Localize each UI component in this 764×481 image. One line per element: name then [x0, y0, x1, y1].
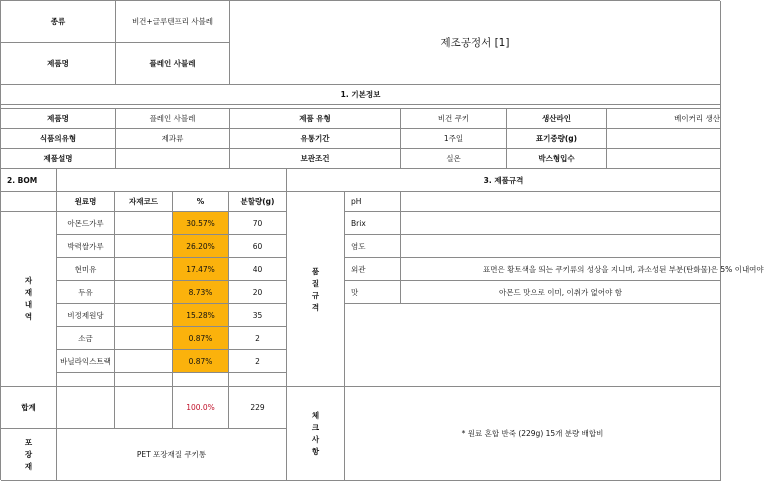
- info-food-type-value: 제과류: [116, 129, 230, 149]
- spec-brix-value: [401, 212, 721, 235]
- product-value: 플레인 사블레: [116, 43, 230, 85]
- type-label: 종류: [1, 1, 116, 43]
- check-value: * 원료 혼합 반죽 (229g) 15개 분량 배합비: [345, 387, 721, 481]
- bom-row-code: [115, 212, 173, 235]
- side-char: 질: [311, 278, 320, 288]
- side-char: 자: [24, 276, 33, 285]
- side-char: 역: [24, 312, 33, 321]
- bom-row-qty: 60: [229, 235, 287, 258]
- bom-title: 2. BOM: [1, 169, 57, 192]
- info-line-value: 베이커리 생산: [607, 109, 721, 129]
- bom-row-code: [115, 350, 173, 373]
- total-blank: [115, 387, 173, 429]
- side-char: 내: [24, 300, 33, 309]
- spec-taste-value: 아몬드 맛으로 이미, 이취가 없어야 함: [401, 281, 721, 304]
- spec-ph-value: [401, 192, 721, 212]
- bom-row-qty: 2: [229, 350, 287, 373]
- info-weight-label: 표기중량(g): [507, 129, 607, 149]
- quality-side-label: [287, 192, 345, 387]
- bom-title-blank: [57, 169, 287, 192]
- bom-row-code: [115, 304, 173, 327]
- side-char: 항: [311, 446, 320, 456]
- bom-empty-cell: [57, 373, 115, 387]
- bom-row-name: 두유: [57, 281, 115, 304]
- side-char: 사: [311, 434, 320, 444]
- bom-row-pct: 0.87%: [173, 350, 229, 373]
- bom-row-qty: 2: [229, 327, 287, 350]
- total-label: 합계: [1, 387, 57, 429]
- col-name-header: 원료명: [57, 192, 115, 212]
- side-char: 재: [24, 461, 33, 471]
- info-product-value: 플레인 사블레: [116, 109, 230, 129]
- bom-row-name: 소금: [57, 327, 115, 350]
- info-food-type-label: 식품의유형: [1, 129, 116, 149]
- spec-taste-label: 맛: [345, 281, 401, 304]
- info-storage-value: 실온: [401, 149, 507, 169]
- bom-row-pct: 17.47%: [173, 258, 229, 281]
- spec-salinity-value: [401, 235, 721, 258]
- bom-empty-cell: [229, 373, 287, 387]
- bom-row-pct: 26.20%: [173, 235, 229, 258]
- info-line-label: 생산라인: [507, 109, 607, 129]
- side-char: 포: [24, 437, 33, 447]
- info-product-label: 제품명: [1, 109, 116, 129]
- bom-row-name: 비정제원당: [57, 304, 115, 327]
- col-qty-header: 분할량(g): [229, 192, 287, 212]
- side-char: 격: [311, 302, 320, 312]
- total-pct: 100.0%: [173, 387, 229, 429]
- spec-brix-label: Brix: [345, 212, 401, 235]
- col-code-header: 자재코드: [115, 192, 173, 212]
- bom-row-qty: 40: [229, 258, 287, 281]
- bom-row-pct: 30.57%: [173, 212, 229, 235]
- spec-appearance-label: 외관: [345, 258, 401, 281]
- info-shelf-life-label: 유통기간: [230, 129, 401, 149]
- bom-row-code: [115, 327, 173, 350]
- side-char: 재: [24, 288, 33, 297]
- bom-empty-cell: [115, 373, 173, 387]
- info-type-label: 제품 유형: [230, 109, 401, 129]
- bom-row-name: 박력쌀가루: [57, 235, 115, 258]
- spec-title: 3. 제품규격: [287, 169, 721, 192]
- bom-header-blank: [1, 192, 57, 212]
- bom-empty-cell: [173, 373, 229, 387]
- bom-row-pct: 15.28%: [173, 304, 229, 327]
- total-blank: [57, 387, 115, 429]
- bom-row-name: 현미유: [57, 258, 115, 281]
- bom-row-pct: 0.87%: [173, 327, 229, 350]
- packaging-side-label: [1, 429, 57, 481]
- spec-ph-label: pH: [345, 192, 401, 212]
- packaging-value: PET 포장재질 쿠키통: [57, 429, 287, 481]
- doc-title: 제조공정서 [1]: [230, 1, 721, 85]
- bom-row-pct: 8.73%: [173, 281, 229, 304]
- side-char: 품: [311, 266, 320, 276]
- type-value: 비건+글루텐프리 사블레: [116, 1, 230, 43]
- info-shelf-life-value: 1주일: [401, 129, 507, 149]
- info-box-value: [607, 149, 721, 169]
- info-type-value: 비건 쿠키: [401, 109, 507, 129]
- info-desc-value: [116, 149, 230, 169]
- side-char: 규: [311, 290, 320, 300]
- total-qty: 229: [229, 387, 287, 429]
- basic-info-title: 1. 기본정보: [1, 85, 721, 105]
- bom-row-qty: 35: [229, 304, 287, 327]
- product-label: 제품명: [1, 43, 116, 85]
- spec-salinity-label: 염도: [345, 235, 401, 258]
- check-side-label: [287, 387, 345, 481]
- bom-row-code: [115, 281, 173, 304]
- info-weight-value: [607, 129, 721, 149]
- spec-empty-area: [345, 304, 721, 387]
- side-char: 크: [311, 422, 320, 432]
- info-desc-label: 제품설명: [1, 149, 116, 169]
- bom-row-qty: 20: [229, 281, 287, 304]
- side-char: 장: [24, 449, 33, 459]
- info-storage-label: 보관조건: [230, 149, 401, 169]
- side-char: 체: [311, 410, 320, 420]
- col-pct-header: %: [173, 192, 229, 212]
- info-box-label: 박스형입수: [507, 149, 607, 169]
- spec-appearance-value: 표면은 황토색을 띄는 쿠키류의 성상을 지니며, 과소성된 부분(탄화물)은 5% 이내여야: [401, 258, 721, 281]
- materials-side-label: [1, 212, 57, 387]
- bom-row-name: 바닐라익스트랙: [57, 350, 115, 373]
- bom-row-qty: 70: [229, 212, 287, 235]
- bom-row-code: [115, 235, 173, 258]
- bom-row-code: [115, 258, 173, 281]
- bom-row-name: 아몬드가루: [57, 212, 115, 235]
